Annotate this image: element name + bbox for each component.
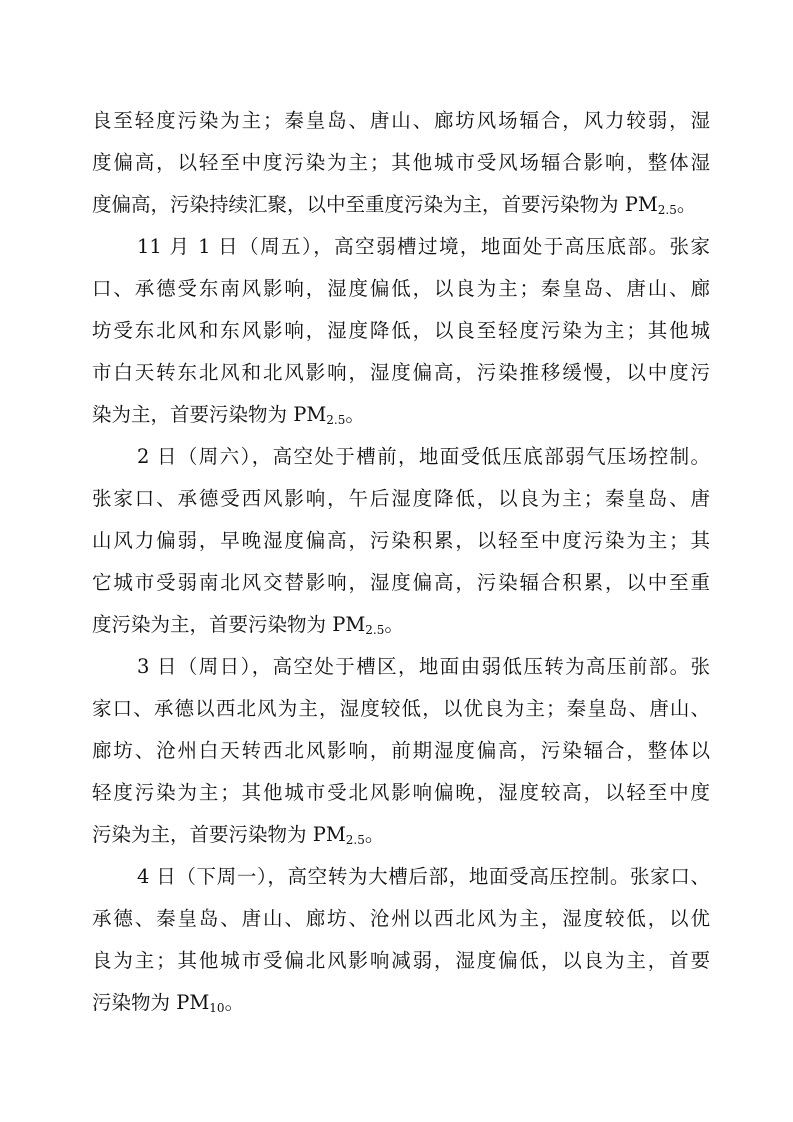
text-run: 度偏高，污染持续汇聚，以中至重度污染为主，首要污染物为 PM: [92, 193, 658, 216]
paragraph-day-4: [92, 856, 710, 1024]
text-run: 染为主，首要污染物为 PM: [92, 403, 327, 426]
pollutant-subscript: 2.5: [365, 623, 385, 637]
text-line: 坊受东北风和东风影响，湿度降低，以良至轻度污染为主；其他城: [92, 319, 710, 342]
text-line: [92, 814, 710, 856]
text-run: 度污染为主，首要污染物为 PM: [92, 613, 366, 636]
paragraph-nov-1: [92, 226, 710, 436]
text-line: 口、承德受东南风影响，湿度偏低，以良为主；秦皇岛、唐山、廊: [92, 277, 710, 300]
text-line: [92, 394, 710, 436]
text-line: 2 日（周六），高空处于槽前，地面受低压底部弱气压场控制。: [137, 445, 710, 468]
sentence-end: 。: [224, 991, 245, 1014]
pollutant-subscript: 2.5: [657, 203, 677, 217]
text-run: 污染物为 PM: [92, 991, 210, 1014]
sentence-end: 。: [676, 193, 697, 216]
document-body: [92, 100, 710, 1024]
text-line: 市白天转东北风和北风影响，湿度偏高，污染推移缓慢，以中度污: [92, 361, 710, 384]
text-line: 廊坊、沧州白天转西北风影响，前期湿度偏高，污染辐合，整体以: [92, 739, 710, 762]
text-line: 良至轻度污染为主；秦皇岛、唐山、廊坊风场辐合，风力较弱，湿: [92, 109, 710, 132]
sentence-end: 。: [364, 823, 385, 846]
pollutant-subscript: 2.5: [345, 833, 365, 847]
paragraph-continued: [92, 100, 710, 226]
text-line: [92, 604, 710, 646]
text-line: 11 月 1 日（周五），高空弱槽过境，地面处于高压底部。张家: [137, 235, 710, 258]
text-run: 污染为主，首要污染物为 PM: [92, 823, 346, 846]
text-line: 承德、秦皇岛、唐山、廊坊、沧州以西北风为主，湿度较低，以优: [92, 907, 710, 930]
sentence-end: 。: [345, 403, 365, 426]
text-line: 张家口、承德受西风影响，午后湿度降低，以良为主；秦皇岛、唐: [92, 487, 710, 510]
pollutant-subscript: 10: [209, 1001, 225, 1015]
text-line: 度偏高，以轻至中度污染为主；其他城市受风场辐合影响，整体湿: [92, 151, 710, 174]
pollutant-subscript: 2.5: [326, 413, 346, 427]
text-line: [92, 184, 710, 226]
text-line: 4 日（下周一），高空转为大槽后部，地面受高压控制。张家口、: [137, 865, 710, 888]
paragraph-day-3: [92, 646, 710, 856]
text-line: [92, 982, 710, 1024]
text-line: 轻度污染为主；其他城市受北风影响偏晚，湿度较高，以轻至中度: [92, 781, 710, 804]
text-line: 家口、承德以西北风为主，湿度较低，以优良为主；秦皇岛、唐山、: [92, 697, 710, 720]
paragraph-day-2: [92, 436, 710, 646]
text-line: 3 日（周日），高空处于槽区，地面由弱低压转为高压前部。张: [137, 655, 710, 678]
text-line: 良为主；其他城市受偏北风影响减弱，湿度偏低，以良为主，首要: [92, 949, 710, 972]
text-line: 山风力偏弱，早晚湿度偏高，污染积累，以轻至中度污染为主；其: [92, 529, 710, 552]
text-line: 它城市受弱南北风交替影响，湿度偏高，污染辐合积累，以中至重: [92, 571, 710, 594]
sentence-end: 。: [384, 613, 404, 636]
